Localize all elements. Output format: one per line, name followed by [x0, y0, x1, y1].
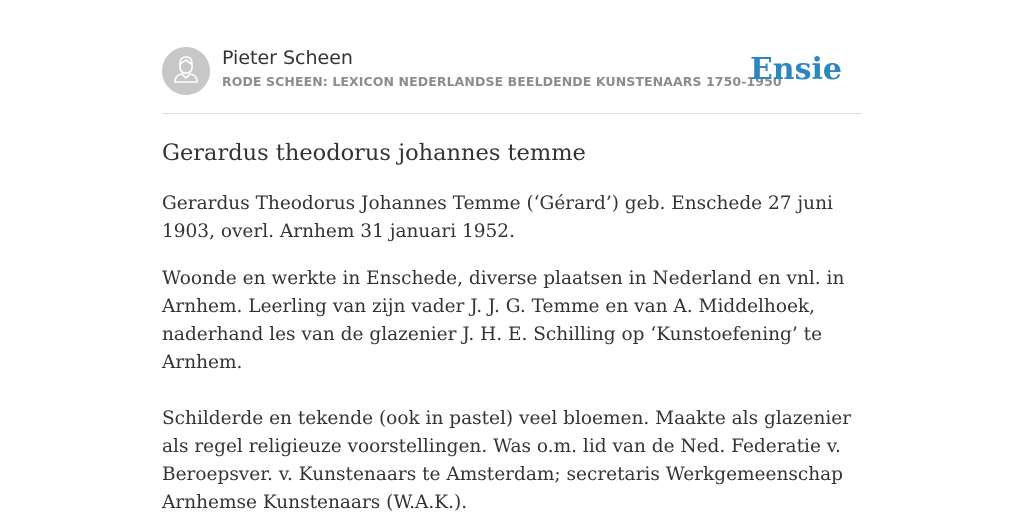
article-body	[162, 190, 867, 512]
divider	[162, 113, 862, 114]
ensie-logo[interactable]: Ensie	[749, 52, 842, 87]
source-title[interactable]: RODE SCHEEN: LEXICON NEDERLANDSE BEELDENDE KUNSTENAARS 1750-1950	[222, 74, 782, 89]
user-icon	[173, 55, 199, 88]
author-header	[162, 46, 862, 96]
paragraph-education: Woonde en werkte in Enschede, diverse plaatsen in Nederland en vnl. in Arnhem. Leerling van zijn vader J. J. G. Temme en van A. Middelhoek, naderhand les van de glazenier J. H. E. Schilling op ‘Kunstoefening’ te Arnhem.	[162, 268, 845, 373]
paragraph-birth-death: Gerardus Theodorus Johannes Temme (‘Gérard’) geb. Enschede 27 juni 1903, overl. Arnhem 31 januari 1952.	[162, 193, 833, 242]
avatar[interactable]	[162, 47, 210, 95]
author-name[interactable]: Pieter Scheen	[222, 47, 353, 69]
paragraph-work: Schilderde en tekende (ook in pastel) veel bloemen. Maakte als glazenier als regel religieuze voorstellingen. Was o.m. lid van de Ned. Federatie v. Beroepsver. v. Kunstenaars te Amsterdam; secretaris Werkgemeenschap Arnhemse Kunstenaars (W.A.K.).	[162, 408, 852, 512]
page-title: Gerardus theodorus johannes temme	[162, 140, 586, 166]
